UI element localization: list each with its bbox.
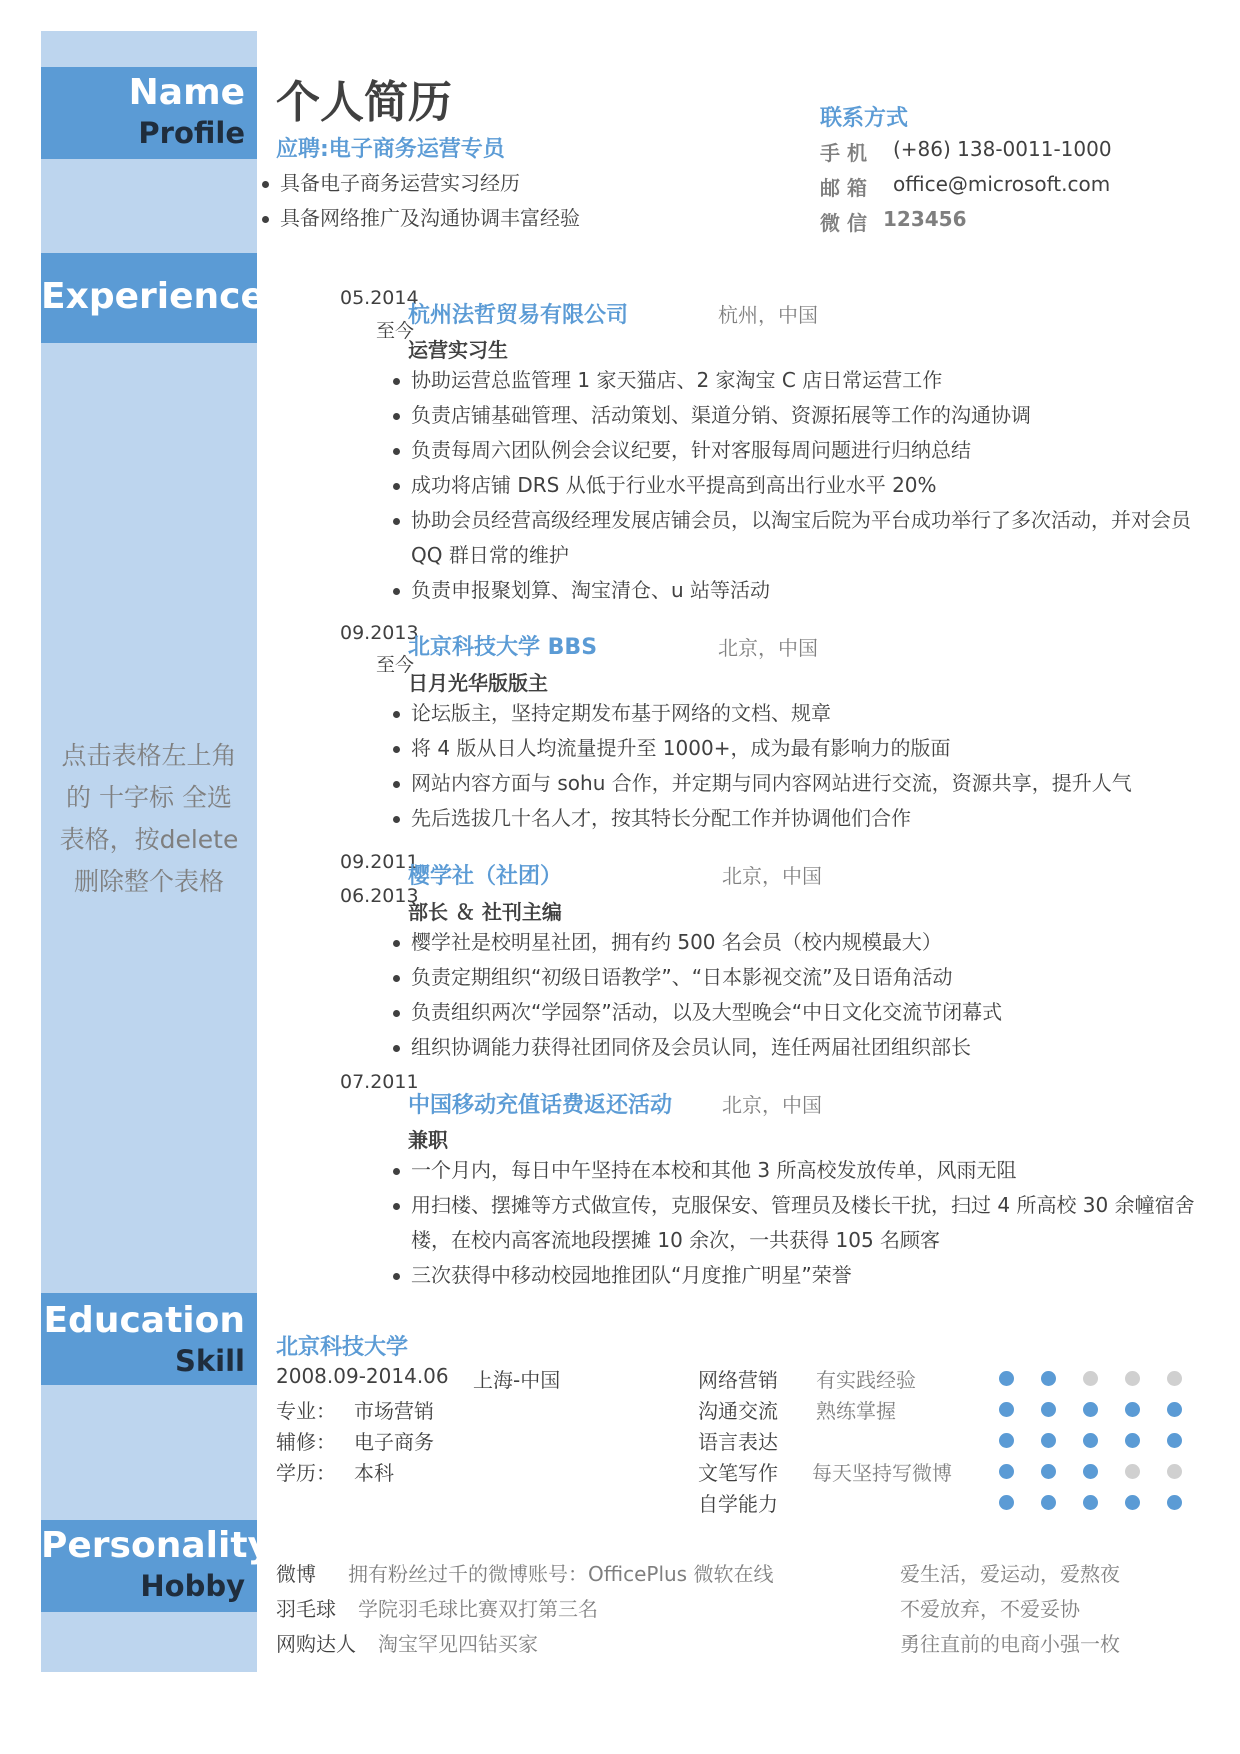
personality-line: 爱生活，爱运动，爱熬夜 xyxy=(900,1562,1120,1586)
highlight-item: 具备网络推广及沟通协调丰富经验 xyxy=(262,201,762,236)
exp-date-start: 05.2014 xyxy=(340,287,419,309)
edu-row-label: 辅修： xyxy=(276,1430,336,1454)
exp-role: 运营实习生 xyxy=(408,338,508,362)
skill-level-dot xyxy=(1167,1371,1182,1386)
edu-row-label: 学历： xyxy=(276,1461,336,1485)
skill-level-dot xyxy=(1167,1495,1182,1510)
exp-role: 日月光华版版主 xyxy=(408,671,548,695)
school-name: 北京科技大学 xyxy=(276,1335,409,1360)
exp-org: 杭州法哲贸易有限公司 xyxy=(408,303,629,328)
position-title: 应聘:电子商务运营专员 xyxy=(276,137,505,162)
edu-period: 2008.09-2014.06 xyxy=(276,1364,449,1388)
exp-date-end: 06.2013 xyxy=(340,885,419,907)
exp-bullet: 负责组织两次“学园祭”活动，以及大型晚会“中日文化交流节闭幕式 xyxy=(393,995,1203,1030)
edu-row-label: 专业： xyxy=(276,1399,336,1423)
email-label: 邮 箱 xyxy=(820,176,867,200)
skill-level-dot xyxy=(1083,1464,1098,1479)
exp-bullet: 协助会员经营高级经理发展店铺会员，以淘宝后院为平台成功举行了多次活动，并对会员 QQ 群日常的维护 xyxy=(393,503,1203,573)
skill-label: Skill xyxy=(175,1344,245,1378)
exp-bullet: 负责每周六团队例会会议纪要，针对客服每周问题进行归纳总结 xyxy=(393,433,1203,468)
exp-location: 北京，中国 xyxy=(722,1093,822,1117)
skill-level-dot xyxy=(1167,1433,1182,1448)
hobby-value: 学院羽毛球比赛双打第三名 xyxy=(358,1597,598,1621)
skill-level-dot xyxy=(1041,1464,1056,1479)
exp-bullet: 论坛版主，坚持定期发布基于网络的文档、规章 xyxy=(393,696,1203,731)
skill-level-dot xyxy=(1041,1495,1056,1510)
exp-bullet: 一个月内，每日中午坚持在本校和其他 3 所高校发放传单，风雨无阻 xyxy=(393,1153,1203,1188)
skill-level-dot xyxy=(1125,1495,1140,1510)
skill-name: 网络营销 xyxy=(698,1368,778,1392)
highlight-item: 具备电子商务运营实习经历 xyxy=(262,166,762,201)
exp-date-end: 至今 xyxy=(376,320,415,342)
sidebar-note-line: 删除整个表格 xyxy=(73,867,224,896)
skill-note: 每天坚持写微博 xyxy=(812,1461,952,1485)
skill-level-dot xyxy=(1125,1433,1140,1448)
exp-org: 樱学社（社团） xyxy=(408,864,563,889)
personality-line: 不爱放弃，不爱妥协 xyxy=(900,1597,1080,1621)
skill-note: 有实践经验 xyxy=(816,1368,916,1392)
skill-level-dot xyxy=(999,1495,1014,1510)
sidebar-note-line: 表格，按delete xyxy=(59,825,239,854)
exp-bullets xyxy=(393,925,1203,1065)
exp-org: 北京科技大学 BBS xyxy=(408,635,598,660)
skill-level-dot xyxy=(1041,1402,1056,1417)
skill-name: 沟通交流 xyxy=(698,1399,778,1423)
exp-role: 部长 ＆ 社刊主编 xyxy=(408,900,562,924)
exp-org: 中国移动充值话费返还活动 xyxy=(408,1093,673,1118)
skill-level-dot xyxy=(1083,1433,1098,1448)
skill-level-dot xyxy=(1125,1402,1140,1417)
page-title: 个人简历 xyxy=(276,77,452,128)
personality-label: Personality xyxy=(41,1525,271,1566)
exp-bullet: 负责店铺基础管理、活动策划、渠道分销、资源拓展等工作的沟通协调 xyxy=(393,398,1203,433)
sidebar-note-line: 点击表格左上角 xyxy=(61,741,237,770)
skill-level-dot xyxy=(999,1371,1014,1386)
exp-bullet: 用扫楼、摆摊等方式做宣传，克服保安、管理员及楼长干扰，扫过 4 所高校 30 余幢宿舍楼，在校内高客流地段摆摊 10 余次，一共获得 105 名顾客 xyxy=(393,1188,1203,1258)
wechat-value: 123456 xyxy=(883,207,967,231)
wechat-label: 微 信 xyxy=(820,211,867,235)
sidebar-note-line: 的 十字标 全选 xyxy=(66,783,232,812)
skill-level-dot xyxy=(1125,1464,1140,1479)
skill-name: 自学能力 xyxy=(698,1492,778,1516)
exp-location: 杭州，中国 xyxy=(718,303,818,327)
phone-value[interactable]: (+86) 138-0011-1000 xyxy=(893,137,1112,161)
experience-label: Experience xyxy=(41,276,265,317)
skill-level-dot xyxy=(999,1433,1014,1448)
exp-bullet: 组织协调能力获得社团同侪及会员认同，连任两届社团组织部长 xyxy=(393,1030,1203,1065)
skill-level-dot xyxy=(1041,1371,1056,1386)
hobby-label: 网购达人 xyxy=(276,1632,356,1656)
hobby-value: 淘宝罕见四钻买家 xyxy=(378,1632,538,1656)
edu-row-value: 本科 xyxy=(354,1461,394,1485)
skill-level-dot xyxy=(1167,1402,1182,1417)
personality-line: 勇往直前的电商小强一枚 xyxy=(900,1632,1120,1656)
exp-bullet: 樱学社是校明星社团，拥有约 500 名会员（校内规模最大） xyxy=(393,925,1203,960)
exp-date-start: 09.2011 xyxy=(340,851,419,873)
skill-level-dot xyxy=(1041,1433,1056,1448)
exp-bullet: 网站内容方面与 sohu 合作，并定期与同内容网站进行交流，资源共享，提升人气 xyxy=(393,766,1203,801)
edu-row-value: 电子商务 xyxy=(354,1430,434,1454)
skill-level-dot xyxy=(1083,1495,1098,1510)
profile-highlights xyxy=(262,166,762,236)
exp-bullets xyxy=(393,363,1203,608)
exp-bullet: 协助运营总监管理 1 家天猫店、2 家淘宝 C 店日常运营工作 xyxy=(393,363,1203,398)
exp-date-end: 至今 xyxy=(376,654,415,676)
exp-bullet: 负责定期组织“初级日语教学”、“日本影视交流”及日语角活动 xyxy=(393,960,1203,995)
skill-level-dot xyxy=(1125,1371,1140,1386)
exp-date-start: 07.2011 xyxy=(340,1071,419,1093)
skill-level-dot xyxy=(1083,1402,1098,1417)
exp-bullet: 先后选拔几十名人才，按其特长分配工作并协调他们合作 xyxy=(393,801,1203,836)
contact-heading: 联系方式 xyxy=(820,106,909,131)
exp-bullet: 三次获得中移动校园地推团队“月度推广明星”荣誉 xyxy=(393,1258,1203,1293)
hobby-label: Hobby xyxy=(140,1569,245,1603)
edu-location: 上海-中国 xyxy=(473,1368,561,1392)
skill-name: 文笔写作 xyxy=(698,1461,778,1485)
sidebar-note xyxy=(41,735,257,903)
skill-level-dot xyxy=(999,1464,1014,1479)
exp-location: 北京，中国 xyxy=(718,636,818,660)
exp-role: 兼职 xyxy=(408,1128,448,1152)
profile-label: Profile xyxy=(138,116,245,150)
education-skill-band xyxy=(41,1293,257,1385)
experience-band xyxy=(41,253,265,343)
exp-location: 北京，中国 xyxy=(722,864,822,888)
personality-hobby-band xyxy=(41,1520,271,1612)
education-label: Education xyxy=(43,1300,245,1341)
skill-level-dot xyxy=(999,1402,1014,1417)
hobby-value: 拥有粉丝过千的微博账号：OfficePlus 微软在线 xyxy=(348,1562,774,1586)
name-label: Name xyxy=(128,72,245,113)
name-profile-band xyxy=(41,67,257,159)
hobby-label: 微博 xyxy=(276,1562,316,1586)
skill-level-dot xyxy=(1083,1371,1098,1386)
exp-date-start: 09.2013 xyxy=(340,622,419,644)
skill-name: 语言表达 xyxy=(698,1430,778,1454)
email-value[interactable]: office@microsoft.com xyxy=(893,172,1111,196)
skill-level-dot xyxy=(1167,1464,1182,1479)
hobby-label: 羽毛球 xyxy=(276,1597,336,1621)
edu-row-value: 市场营销 xyxy=(354,1399,434,1423)
exp-bullet: 成功将店铺 DRS 从低于行业水平提高到高出行业水平 20% xyxy=(393,468,1203,503)
skill-note: 熟练掌握 xyxy=(816,1399,896,1423)
exp-bullet: 负责申报聚划算、淘宝清仓、u 站等活动 xyxy=(393,573,1203,608)
exp-bullets xyxy=(393,696,1203,836)
exp-bullets xyxy=(393,1153,1203,1293)
exp-bullet: 将 4 版从日人均流量提升至 1000+，成为最有影响力的版面 xyxy=(393,731,1203,766)
phone-label: 手 机 xyxy=(820,141,867,165)
